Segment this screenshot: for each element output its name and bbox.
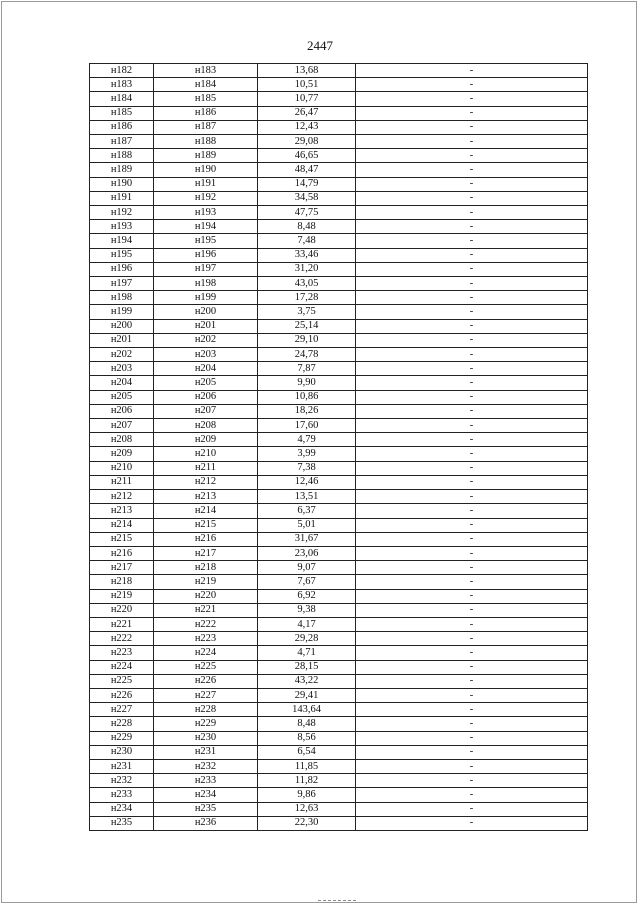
distance-cell: 4,71 <box>258 646 356 660</box>
note-cell: - <box>356 674 588 688</box>
to-point-cell: н236 <box>154 816 258 830</box>
from-point-cell: н192 <box>90 206 154 220</box>
note-cell: - <box>356 603 588 617</box>
note-cell: - <box>356 291 588 305</box>
note-cell: - <box>356 220 588 234</box>
table-row <box>90 248 588 262</box>
table-row <box>90 348 588 362</box>
to-point-cell: н234 <box>154 788 258 802</box>
to-point-cell: н199 <box>154 291 258 305</box>
to-point-cell: н230 <box>154 731 258 745</box>
to-point-cell: н218 <box>154 561 258 575</box>
distance-cell: 3,99 <box>258 447 356 461</box>
distance-cell: 34,58 <box>258 191 356 205</box>
table-row <box>90 617 588 631</box>
table-row <box>90 135 588 149</box>
distance-cell: 13,51 <box>258 490 356 504</box>
table-row <box>90 291 588 305</box>
to-point-cell: н191 <box>154 177 258 191</box>
to-point-cell: н188 <box>154 135 258 149</box>
note-cell: - <box>356 419 588 433</box>
table-row <box>90 120 588 134</box>
distance-cell: 7,87 <box>258 362 356 376</box>
table-row <box>90 149 588 163</box>
table-row <box>90 461 588 475</box>
to-point-cell: н219 <box>154 575 258 589</box>
distance-cell: 47,75 <box>258 206 356 220</box>
table-body <box>90 64 588 831</box>
distance-cell: 43,22 <box>258 674 356 688</box>
distance-cell: 6,37 <box>258 504 356 518</box>
table-row <box>90 589 588 603</box>
table-row <box>90 788 588 802</box>
table-row <box>90 319 588 333</box>
table-row <box>90 504 588 518</box>
to-point-cell: н195 <box>154 234 258 248</box>
note-cell: - <box>356 163 588 177</box>
table-row <box>90 546 588 560</box>
table-row <box>90 759 588 773</box>
note-cell: - <box>356 546 588 560</box>
note-cell: - <box>356 262 588 276</box>
distance-cell: 8,48 <box>258 717 356 731</box>
note-cell: - <box>356 106 588 120</box>
table-row <box>90 177 588 191</box>
distance-cell: 6,92 <box>258 589 356 603</box>
from-point-cell: н224 <box>90 660 154 674</box>
table-row <box>90 561 588 575</box>
to-point-cell: н184 <box>154 78 258 92</box>
note-cell: - <box>356 177 588 191</box>
from-point-cell: н207 <box>90 419 154 433</box>
table-row <box>90 674 588 688</box>
table-row <box>90 603 588 617</box>
to-point-cell: н231 <box>154 745 258 759</box>
from-point-cell: н186 <box>90 120 154 134</box>
to-point-cell: н207 <box>154 404 258 418</box>
from-point-cell: н215 <box>90 532 154 546</box>
from-point-cell: н204 <box>90 376 154 390</box>
note-cell: - <box>356 617 588 631</box>
from-point-cell: н184 <box>90 92 154 106</box>
from-point-cell: н219 <box>90 589 154 603</box>
to-point-cell: н203 <box>154 348 258 362</box>
note-cell: - <box>356 120 588 134</box>
table-row <box>90 191 588 205</box>
distance-cell: 7,38 <box>258 461 356 475</box>
from-point-cell: н213 <box>90 504 154 518</box>
to-point-cell: н210 <box>154 447 258 461</box>
distance-cell: 8,48 <box>258 220 356 234</box>
from-point-cell: н218 <box>90 575 154 589</box>
from-point-cell: н201 <box>90 333 154 347</box>
from-point-cell: н221 <box>90 617 154 631</box>
note-cell: - <box>356 461 588 475</box>
distance-cell: 46,65 <box>258 149 356 163</box>
to-point-cell: н232 <box>154 759 258 773</box>
table-row <box>90 163 588 177</box>
from-point-cell: н206 <box>90 404 154 418</box>
distance-cell: 3,75 <box>258 305 356 319</box>
from-point-cell: н188 <box>90 149 154 163</box>
note-cell: - <box>356 759 588 773</box>
distance-cell: 22,30 <box>258 816 356 830</box>
distance-cell: 6,54 <box>258 745 356 759</box>
from-point-cell: н196 <box>90 262 154 276</box>
table-row <box>90 92 588 106</box>
note-cell: - <box>356 575 588 589</box>
to-point-cell: н209 <box>154 433 258 447</box>
to-point-cell: н204 <box>154 362 258 376</box>
note-cell: - <box>356 788 588 802</box>
distance-cell: 29,41 <box>258 688 356 702</box>
to-point-cell: н186 <box>154 106 258 120</box>
note-cell: - <box>356 64 588 78</box>
to-point-cell: н212 <box>154 475 258 489</box>
table-row <box>90 660 588 674</box>
table-row <box>90 106 588 120</box>
note-cell: - <box>356 475 588 489</box>
note-cell: - <box>356 92 588 106</box>
note-cell: - <box>356 433 588 447</box>
note-cell: - <box>356 404 588 418</box>
distance-cell: 7,48 <box>258 234 356 248</box>
distance-cell: 31,67 <box>258 532 356 546</box>
distance-cell: 143,64 <box>258 703 356 717</box>
note-cell: - <box>356 561 588 575</box>
to-point-cell: н217 <box>154 546 258 560</box>
table-row <box>90 234 588 248</box>
coordinates-table <box>89 63 588 831</box>
from-point-cell: н199 <box>90 305 154 319</box>
distance-cell: 18,26 <box>258 404 356 418</box>
table-row <box>90 816 588 830</box>
to-point-cell: н221 <box>154 603 258 617</box>
from-point-cell: н217 <box>90 561 154 575</box>
from-point-cell: н227 <box>90 703 154 717</box>
from-point-cell: н220 <box>90 603 154 617</box>
from-point-cell: н203 <box>90 362 154 376</box>
to-point-cell: н216 <box>154 532 258 546</box>
note-cell: - <box>356 305 588 319</box>
from-point-cell: н234 <box>90 802 154 816</box>
note-cell: - <box>356 504 588 518</box>
to-point-cell: н211 <box>154 461 258 475</box>
to-point-cell: н189 <box>154 149 258 163</box>
note-cell: - <box>356 319 588 333</box>
distance-cell: 48,47 <box>258 163 356 177</box>
from-point-cell: н214 <box>90 518 154 532</box>
distance-cell: 4,79 <box>258 433 356 447</box>
from-point-cell: н191 <box>90 191 154 205</box>
note-cell: - <box>356 646 588 660</box>
table-row <box>90 64 588 78</box>
from-point-cell: н195 <box>90 248 154 262</box>
note-cell: - <box>356 490 588 504</box>
note-cell: - <box>356 774 588 788</box>
from-point-cell: н233 <box>90 788 154 802</box>
note-cell: - <box>356 660 588 674</box>
note-cell: - <box>356 333 588 347</box>
from-point-cell: н182 <box>90 64 154 78</box>
table-row <box>90 262 588 276</box>
to-point-cell: н192 <box>154 191 258 205</box>
table-row <box>90 518 588 532</box>
note-cell: - <box>356 532 588 546</box>
distance-cell: 7,67 <box>258 575 356 589</box>
to-point-cell: н228 <box>154 703 258 717</box>
from-point-cell: н193 <box>90 220 154 234</box>
distance-cell: 17,28 <box>258 291 356 305</box>
from-point-cell: н231 <box>90 759 154 773</box>
note-cell: - <box>356 589 588 603</box>
to-point-cell: н208 <box>154 419 258 433</box>
note-cell: - <box>356 745 588 759</box>
distance-cell: 31,20 <box>258 262 356 276</box>
to-point-cell: н227 <box>154 688 258 702</box>
from-point-cell: н211 <box>90 475 154 489</box>
table-row <box>90 475 588 489</box>
distance-cell: 11,82 <box>258 774 356 788</box>
from-point-cell: н194 <box>90 234 154 248</box>
from-point-cell: н223 <box>90 646 154 660</box>
table-row <box>90 532 588 546</box>
table-row <box>90 745 588 759</box>
to-point-cell: н206 <box>154 390 258 404</box>
from-point-cell: н202 <box>90 348 154 362</box>
from-point-cell: н209 <box>90 447 154 461</box>
from-point-cell: н185 <box>90 106 154 120</box>
note-cell: - <box>356 802 588 816</box>
from-point-cell: н200 <box>90 319 154 333</box>
to-point-cell: н214 <box>154 504 258 518</box>
from-point-cell: н228 <box>90 717 154 731</box>
table-row <box>90 703 588 717</box>
distance-cell: 4,17 <box>258 617 356 631</box>
footer-mark <box>318 900 356 901</box>
note-cell: - <box>356 703 588 717</box>
table-row <box>90 490 588 504</box>
from-point-cell: н210 <box>90 461 154 475</box>
note-cell: - <box>356 277 588 291</box>
distance-cell: 12,63 <box>258 802 356 816</box>
to-point-cell: н235 <box>154 802 258 816</box>
to-point-cell: н198 <box>154 277 258 291</box>
table-row <box>90 419 588 433</box>
to-point-cell: н215 <box>154 518 258 532</box>
note-cell: - <box>356 376 588 390</box>
table-row <box>90 774 588 788</box>
note-cell: - <box>356 731 588 745</box>
table-row <box>90 646 588 660</box>
distance-cell: 13,68 <box>258 64 356 78</box>
table-row <box>90 220 588 234</box>
distance-cell: 11,85 <box>258 759 356 773</box>
table-row <box>90 333 588 347</box>
distance-cell: 24,78 <box>258 348 356 362</box>
to-point-cell: н226 <box>154 674 258 688</box>
from-point-cell: н205 <box>90 390 154 404</box>
distance-cell: 12,43 <box>258 120 356 134</box>
distance-cell: 29,28 <box>258 632 356 646</box>
to-point-cell: н200 <box>154 305 258 319</box>
from-point-cell: н232 <box>90 774 154 788</box>
table-row <box>90 305 588 319</box>
note-cell: - <box>356 688 588 702</box>
table-row <box>90 277 588 291</box>
note-cell: - <box>356 191 588 205</box>
distance-cell: 29,10 <box>258 333 356 347</box>
distance-cell: 9,90 <box>258 376 356 390</box>
table-row <box>90 376 588 390</box>
distance-cell: 10,51 <box>258 78 356 92</box>
from-point-cell: н230 <box>90 745 154 759</box>
note-cell: - <box>356 248 588 262</box>
page-number: 2447 <box>307 38 333 53</box>
from-point-cell: н229 <box>90 731 154 745</box>
from-point-cell: н208 <box>90 433 154 447</box>
note-cell: - <box>356 390 588 404</box>
note-cell: - <box>356 632 588 646</box>
distance-cell: 28,15 <box>258 660 356 674</box>
distance-cell: 10,86 <box>258 390 356 404</box>
distance-cell: 43,05 <box>258 277 356 291</box>
to-point-cell: н224 <box>154 646 258 660</box>
to-point-cell: н193 <box>154 206 258 220</box>
to-point-cell: н223 <box>154 632 258 646</box>
from-point-cell: н189 <box>90 163 154 177</box>
to-point-cell: н196 <box>154 248 258 262</box>
distance-cell: 5,01 <box>258 518 356 532</box>
table-row <box>90 447 588 461</box>
note-cell: - <box>356 518 588 532</box>
distance-cell: 10,77 <box>258 92 356 106</box>
from-point-cell: н235 <box>90 816 154 830</box>
note-cell: - <box>356 78 588 92</box>
from-point-cell: н216 <box>90 546 154 560</box>
table-row <box>90 404 588 418</box>
from-point-cell: н197 <box>90 277 154 291</box>
to-point-cell: н213 <box>154 490 258 504</box>
distance-cell: 12,46 <box>258 475 356 489</box>
distance-cell: 9,38 <box>258 603 356 617</box>
to-point-cell: н194 <box>154 220 258 234</box>
from-point-cell: н225 <box>90 674 154 688</box>
table-row <box>90 717 588 731</box>
table-row <box>90 688 588 702</box>
to-point-cell: н202 <box>154 333 258 347</box>
distance-cell: 8,56 <box>258 731 356 745</box>
to-point-cell: н201 <box>154 319 258 333</box>
table-row <box>90 390 588 404</box>
table-row <box>90 731 588 745</box>
distance-cell: 26,47 <box>258 106 356 120</box>
table-row <box>90 802 588 816</box>
table-row <box>90 206 588 220</box>
distance-cell: 23,06 <box>258 546 356 560</box>
note-cell: - <box>356 234 588 248</box>
table-row <box>90 632 588 646</box>
note-cell: - <box>356 362 588 376</box>
to-point-cell: н183 <box>154 64 258 78</box>
from-point-cell: н212 <box>90 490 154 504</box>
distance-cell: 29,08 <box>258 135 356 149</box>
from-point-cell: н187 <box>90 135 154 149</box>
note-cell: - <box>356 149 588 163</box>
to-point-cell: н197 <box>154 262 258 276</box>
to-point-cell: н187 <box>154 120 258 134</box>
distance-cell: 9,07 <box>258 561 356 575</box>
note-cell: - <box>356 447 588 461</box>
to-point-cell: н205 <box>154 376 258 390</box>
to-point-cell: н190 <box>154 163 258 177</box>
note-cell: - <box>356 348 588 362</box>
note-cell: - <box>356 816 588 830</box>
distance-cell: 14,79 <box>258 177 356 191</box>
from-point-cell: н190 <box>90 177 154 191</box>
note-cell: - <box>356 135 588 149</box>
from-point-cell: н222 <box>90 632 154 646</box>
table-row <box>90 575 588 589</box>
note-cell: - <box>356 206 588 220</box>
distance-cell: 9,86 <box>258 788 356 802</box>
table-row <box>90 362 588 376</box>
distance-cell: 17,60 <box>258 419 356 433</box>
from-point-cell: н198 <box>90 291 154 305</box>
to-point-cell: н225 <box>154 660 258 674</box>
note-cell: - <box>356 717 588 731</box>
to-point-cell: н220 <box>154 589 258 603</box>
to-point-cell: н229 <box>154 717 258 731</box>
from-point-cell: н226 <box>90 688 154 702</box>
distance-cell: 25,14 <box>258 319 356 333</box>
to-point-cell: н185 <box>154 92 258 106</box>
table-row <box>90 433 588 447</box>
table-row <box>90 78 588 92</box>
to-point-cell: н222 <box>154 617 258 631</box>
from-point-cell: н183 <box>90 78 154 92</box>
to-point-cell: н233 <box>154 774 258 788</box>
distance-cell: 33,46 <box>258 248 356 262</box>
